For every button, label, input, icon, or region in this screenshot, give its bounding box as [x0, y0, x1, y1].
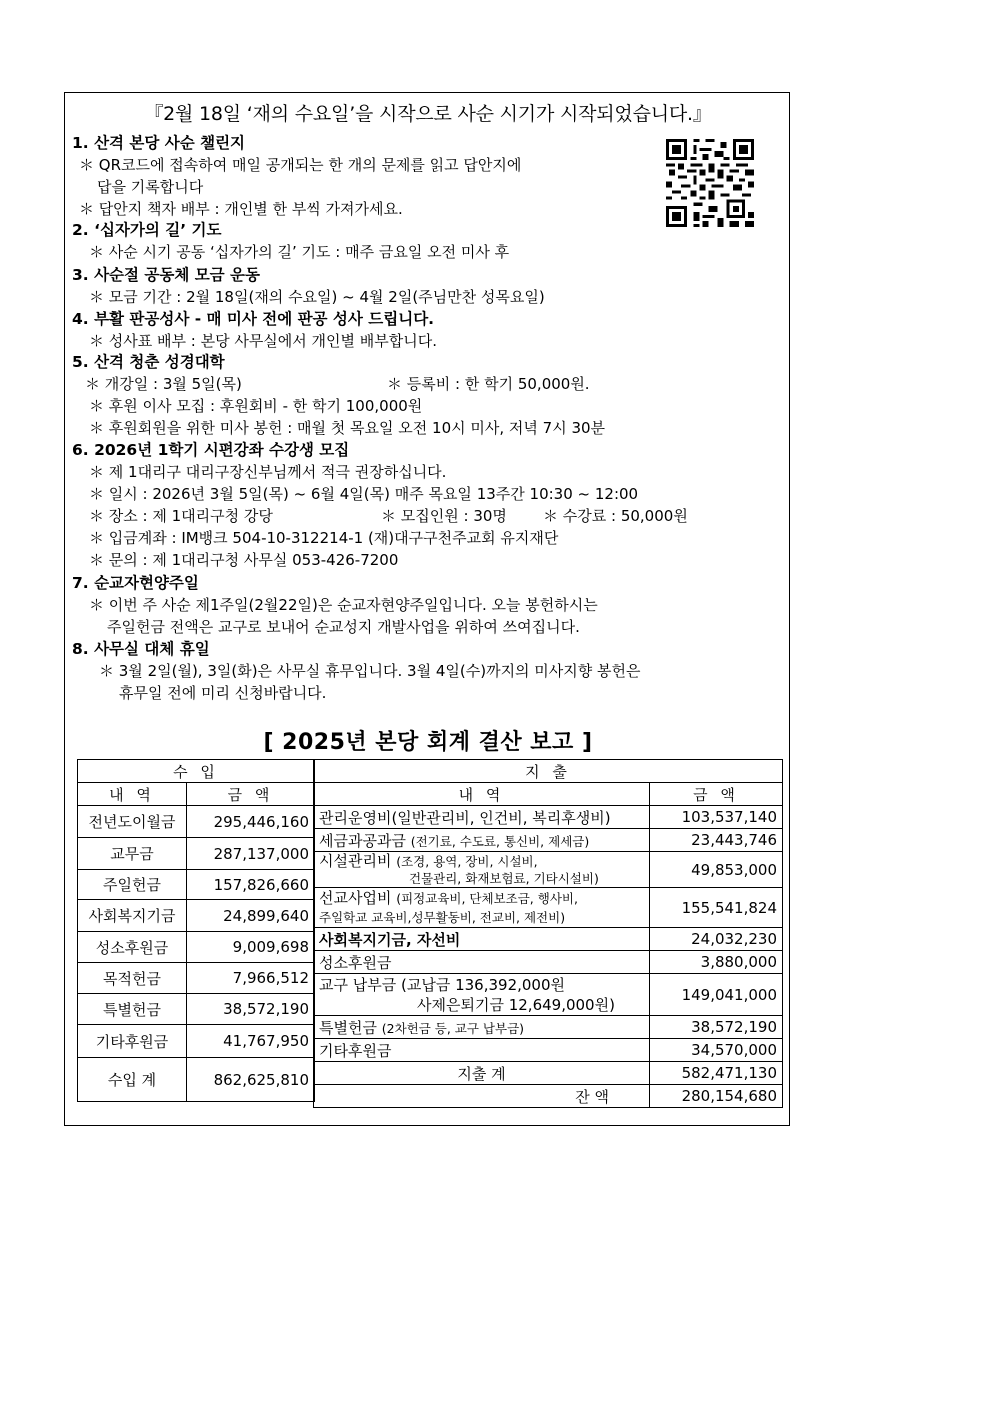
table-row [314, 806, 783, 829]
income-amount: 41,767,950 [187, 1025, 315, 1058]
section-8-line: 휴무일 전에 미리 신청바랍니다. [119, 684, 327, 702]
expense-item [314, 1016, 650, 1039]
income-amount: 24,899,640 [187, 900, 315, 932]
section-5-line: ＊ 등록비 : 한 학기 50,000원. [387, 375, 590, 393]
balance-amount: 280,154,680 [650, 1085, 783, 1108]
expense-col-amount: 금 액 [650, 783, 783, 806]
expense-item-label: 특별헌금 [319, 1018, 377, 1037]
table-row [314, 974, 783, 1016]
expense-item [314, 1039, 650, 1062]
section-6-line: ＊ 모집인원 : 30명 [381, 507, 507, 525]
expense-item-label: 세금과공과금 [319, 831, 406, 850]
table-row [78, 994, 315, 1025]
section-5-line: ＊ 후원 이사 모집 : 후원회비 - 한 학기 100,000원 [89, 397, 423, 415]
section-7-line: 주일헌금 전액은 교구로 보내어 순교성지 개발사업을 위하여 쓰여집니다. [107, 618, 580, 636]
expense-item [314, 974, 650, 1016]
section-5-line: ＊ 개강일 : 3월 5일(목) [85, 375, 242, 393]
income-header: 수 입 [78, 760, 315, 783]
headline: 『2월 18일 ‘재의 수요일’을 시작으로 사순 시기가 시작되었습니다.』 [144, 103, 712, 125]
expense-item-note: (전기료, 수도료, 통신비, 제세금) [410, 833, 590, 849]
income-item: 특별헌금 [78, 994, 187, 1025]
table-row [78, 806, 315, 838]
income-item: 교무금 [78, 838, 187, 870]
section-5-line: ＊ 후원회원을 위한 미사 봉헌 : 매월 첫 목요일 오전 10시 미사, 저녁 7시 30분 [89, 419, 606, 437]
expense-total-amount: 582,471,130 [650, 1062, 783, 1085]
section-title-2: 2. ‘십자가의 길’ 기도 [72, 221, 222, 239]
table-row [78, 963, 315, 994]
income-col-item: 내 역 [78, 783, 187, 806]
section-6-line: ＊ 제 1대리구 대리구장신부님께서 적극 권장하십니다. [89, 463, 447, 481]
income-amount: 157,826,660 [187, 870, 315, 900]
table-row [78, 1025, 315, 1058]
expense-item [314, 928, 650, 951]
expense-item-note: (피정교육비, 단체보조금, 행사비, [396, 890, 578, 906]
balance-row [314, 1085, 783, 1108]
income-total-amount: 862,625,810 [187, 1058, 315, 1102]
expense-amount: 38,572,190 [650, 1016, 783, 1039]
section-8-line: ＊ 3월 2일(월), 3일(화)은 사무실 휴무입니다. 3월 4일(수)까지의 미사지향 봉헌은 [99, 662, 641, 680]
expense-item-label: 성소후원금 [319, 953, 392, 972]
expense-amount: 155,541,824 [650, 888, 783, 928]
income-col-amount: 금 액 [187, 783, 315, 806]
expense-amount: 149,041,000 [650, 974, 783, 1016]
section-title-8: 8. 사무실 대체 휴일 [72, 640, 210, 658]
table-row [314, 1039, 783, 1062]
table-row [314, 852, 783, 888]
expense-header: 지 출 [314, 760, 783, 783]
section-3-line: ＊ 모금 기간 : 2월 18일(재의 수요일) ~ 4월 2일(주님만찬 성목요일) [89, 288, 545, 306]
section-1-line: ＊ 답안지 책자 배부 : 개인별 한 부씩 가져가세요. [79, 200, 403, 218]
section-title-4: 4. 부활 판공성사 - 매 미사 전에 판공 성사 드립니다. [72, 310, 435, 328]
income-amount: 9,009,698 [187, 932, 315, 963]
expense-amount: 23,443,746 [650, 829, 783, 852]
section-1-line: 답을 기록합니다 [97, 178, 204, 196]
section-2-line: ＊ 사순 시기 공동 ‘십자가의 길’ 기도 : 매주 금요일 오전 미사 후 [89, 243, 510, 261]
expense-item-note: (조경, 용역, 장비, 시설비, [396, 853, 538, 869]
income-item: 전년도이월금 [78, 806, 187, 838]
table-row [314, 1016, 783, 1039]
expense-item-label: 기타후원금 [319, 1041, 392, 1060]
table-row [78, 932, 315, 963]
expense-item-label: 시설관리비 [319, 851, 392, 870]
expense-amount: 24,032,230 [650, 928, 783, 951]
section-title-7: 7. 순교자현양주일 [72, 574, 199, 592]
expense-table [313, 759, 783, 1108]
income-amount: 38,572,190 [187, 994, 315, 1025]
bulletin-frame [64, 92, 790, 1126]
section-title-5: 5. 산격 청춘 성경대학 [72, 353, 225, 371]
table-row [78, 838, 315, 870]
expense-item [314, 951, 650, 974]
expense-item-note: 건물관리, 화재보험료, 기타시설비) [409, 870, 599, 886]
qr-code-icon [665, 139, 755, 227]
income-amount: 295,446,160 [187, 806, 315, 838]
expense-item [314, 806, 650, 829]
table-row [78, 870, 315, 900]
section-title-1: 1. 산격 본당 사순 챌린지 [72, 134, 246, 152]
expense-amount: 103,537,140 [650, 806, 783, 829]
section-4-line: ＊ 성사표 배부 : 본당 사무실에서 개인별 배부합니다. [89, 332, 438, 350]
expense-item-note: (교납금 136,392,000원 [401, 975, 566, 994]
income-item: 사회복지기금 [78, 900, 187, 932]
expense-item [314, 829, 650, 852]
section-6-line: ＊ 입금계좌 : IM뱅크 504-10-312214-1 (재)대구구천주교회 유지재단 [89, 529, 559, 547]
expense-total-label: 지출 계 [314, 1062, 650, 1085]
section-6-line: ＊ 일시 : 2026년 3월 5일(목) ~ 6월 4일(목) 매주 목요일 13주간 10:30 ~ 12:00 [89, 485, 639, 503]
balance-label: 잔 액 [314, 1085, 650, 1108]
table-row [314, 951, 783, 974]
expense-item-note: (2차헌금 등, 교구 납부금) [381, 1020, 525, 1036]
income-total-label: 수입 계 [78, 1058, 187, 1102]
expense-item [314, 852, 650, 888]
report-title: [ 2025년 본당 회계 결산 보고 ] [263, 730, 593, 755]
income-amount: 287,137,000 [187, 838, 315, 870]
income-item: 목적헌금 [78, 963, 187, 994]
expense-amount: 34,570,000 [650, 1039, 783, 1062]
section-title-3: 3. 사순절 공동체 모금 운동 [72, 266, 260, 284]
table-row [314, 928, 783, 951]
income-total-row [78, 1058, 315, 1102]
expense-item-label: 선교사업비 [319, 888, 392, 907]
expense-item-note: 주일학교 교육비,성무활동비, 전교비, 제전비) [319, 909, 566, 925]
expense-total-row [314, 1062, 783, 1085]
expense-item-note: 사제은퇴기금 12,649,000원) [417, 995, 615, 1014]
section-6-line: ＊ 문의 : 제 1대리구청 사무실 053-426-7200 [89, 551, 399, 569]
section-6-line: ＊ 장소 : 제 1대리구청 강당 [89, 507, 273, 525]
income-item: 성소후원금 [78, 932, 187, 963]
expense-col-item: 내 역 [314, 783, 650, 806]
income-amount: 7,966,512 [187, 963, 315, 994]
table-row [314, 829, 783, 852]
expense-amount: 3,880,000 [650, 951, 783, 974]
section-6-line: ＊ 수강료 : 50,000원 [543, 507, 688, 525]
expense-item-label: 관리운영비(일반관리비, 인건비, 복리후생비) [319, 808, 611, 827]
table-row [78, 900, 315, 932]
section-1-line: ＊ QR코드에 접속하여 매일 공개되는 한 개의 문제를 읽고 답안지에 [79, 156, 522, 174]
expense-item-label: 교구 납부금 [319, 975, 397, 994]
section-title-6: 6. 2026년 1학기 시편강좌 수강생 모집 [72, 441, 350, 459]
section-7-line: ＊ 이번 주 사순 제1주일(2월22일)은 순교자현양주일입니다. 오늘 봉헌하시는 [89, 596, 598, 614]
income-table [77, 759, 315, 1102]
table-row [314, 888, 783, 928]
expense-amount: 49,853,000 [650, 852, 783, 888]
expense-item-label: 사회복지기금, 자선비 [319, 930, 461, 949]
income-item: 주일헌금 [78, 870, 187, 900]
expense-item [314, 888, 650, 928]
income-item: 기타후원금 [78, 1025, 187, 1058]
